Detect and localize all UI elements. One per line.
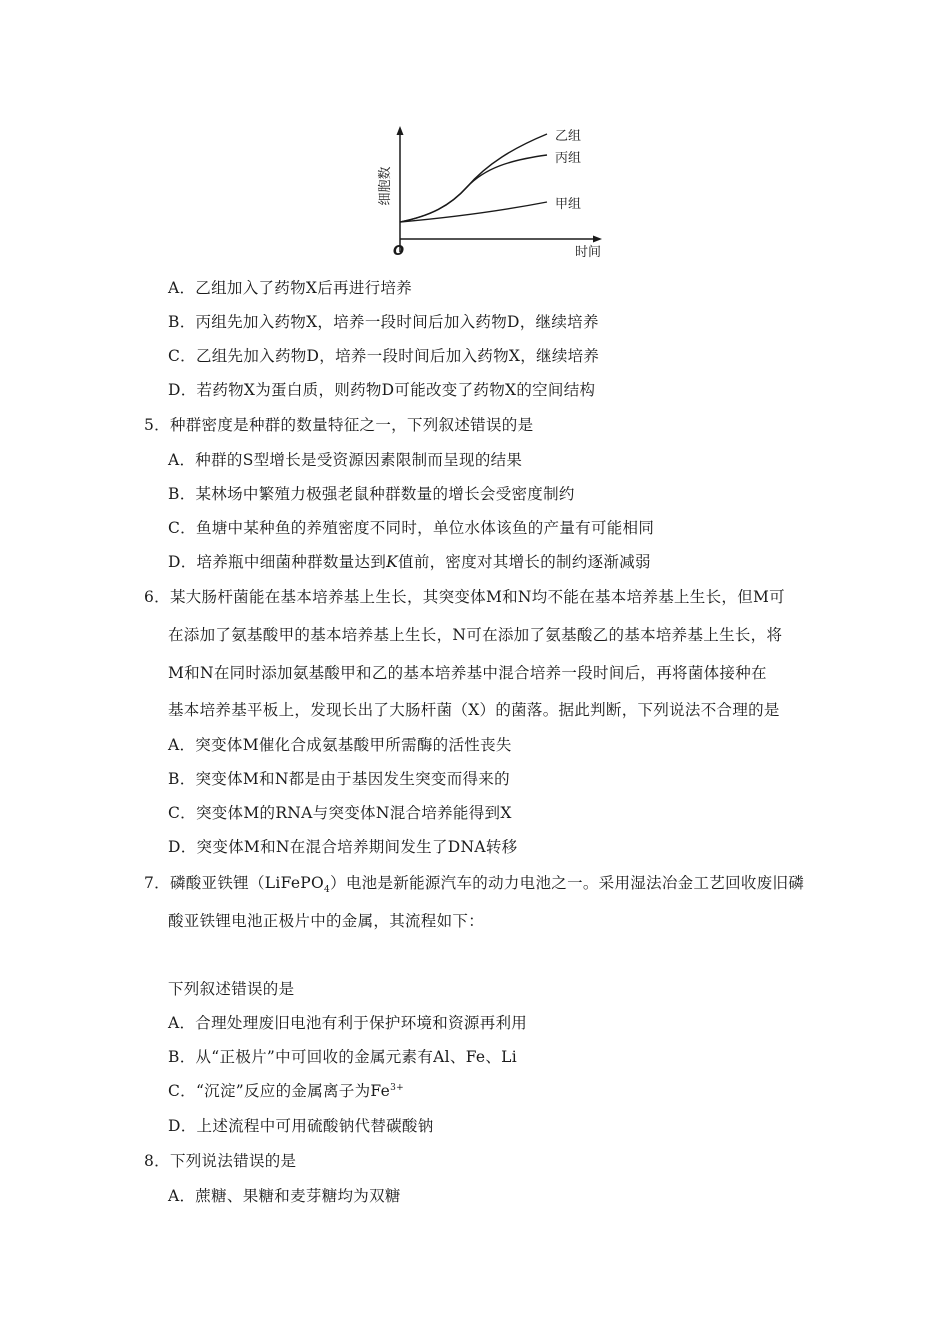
x-axis-label: 时间 [575, 245, 602, 260]
q7-option-b: B．从“正极片”中可回收的金属元素有Al、Fe、Li [168, 1048, 518, 1066]
q8-option-a: A．蔗糖、果糖和麦芽糖均为双糖 [168, 1187, 401, 1205]
q6-stem-line-2: 在添加了氨基酸甲的基本培养基上生长，N可在添加了氨基酸乙的基本培养基上生长，将 [168, 626, 783, 644]
origin-label: O [393, 244, 405, 259]
q7-option-d: D．上述流程中可用硫酸钠代替碳酸钠 [168, 1117, 434, 1135]
q7-stem-line-2: 酸亚铁锂电池正极片中的金属，其流程如下： [168, 912, 485, 930]
q6-option-b: B．突变体M和N都是由于基因发生突变而得来的 [168, 770, 510, 788]
series-label-jia: 甲组 [555, 197, 582, 212]
q7-option-c [168, 1081, 404, 1101]
q7-stem-line-1 [144, 873, 805, 896]
q5-stem: 5．种群密度是种群的数量特征之一，下列叙述错误的是 [144, 416, 534, 434]
q5-option-d [168, 552, 651, 572]
q6-option-c: C．突变体M的RNA与突变体N混合培养能得到X [168, 804, 512, 822]
q4-option-d: D．若药物X为蛋白质，则药物D可能改变了药物X的空间结构 [168, 381, 596, 399]
q6-stem-line-4: 基本培养基平板上，发现长出了大肠杆菌（X）的菌落。据此判断，下列说法不合理的是 [168, 701, 780, 719]
q5-option-d-pre: D．培养瓶中细菌种群数量达到 [168, 553, 387, 571]
q7-option-a: A．合理处理废旧电池有利于保护环境和资源再利用 [168, 1014, 528, 1032]
q4-option-b: B．丙组先加入药物X，培养一段时间后加入药物D，继续培养 [168, 313, 599, 331]
q7-option-c-text: C．“沉淀”反应的金属离子为Fe [168, 1082, 391, 1100]
q6-stem-line-3: M和N在同时添加氨基酸甲和乙的基本培养基中混合培养一段时间后，再将菌体接种在 [168, 664, 767, 682]
growth-curve-figure [375, 122, 615, 262]
q6-option-a: A．突变体M催化合成氨基酸甲所需酶的活性丧失 [168, 736, 512, 754]
growth-curve-chart [375, 122, 615, 262]
q7-option-c-sup: 3+ [390, 1082, 404, 1093]
series-line-bing [400, 155, 547, 222]
q7-stem-post: ）电池是新能源汽车的动力电池之一。采用湿法冶金工艺回收废旧磷 [330, 874, 805, 892]
q7-stem-sub: 4 [324, 885, 331, 896]
q4-option-a: A．乙组加入了药物X后再进行培养 [168, 279, 413, 297]
y-axis-label: 细胞数 [378, 166, 393, 206]
q6-option-d: D．突变体M和N在混合培养期间发生了DNA转移 [168, 838, 518, 856]
q5-option-b: B．某林场中繁殖力极强老鼠种群数量的增长会受密度制约 [168, 485, 575, 503]
q4-option-c: C．乙组先加入药物D，培养一段时间后加入药物X，继续培养 [168, 347, 600, 365]
q7-stem-line-3: 下列叙述错误的是 [168, 980, 295, 998]
series-label-yi: 乙组 [555, 129, 582, 144]
q6-stem-line-1: 6．某大肠杆菌能在基本培养基上生长，其突变体M和N均不能在基本培养基上生长，但M可 [144, 588, 785, 606]
q5-option-a: A．种群的S型增长是受资源因素限制而呈现的结果 [168, 451, 523, 469]
q5-option-d-k: K [386, 553, 399, 571]
q7-stem-pre: 7．磷酸亚铁锂（LiFePO [144, 874, 325, 892]
q5-option-c: C．鱼塘中某种鱼的养殖密度不同时，单位水体该鱼的产量有可能相同 [168, 519, 655, 537]
q5-option-d-post: 值前，密度对其增长的制约逐渐减弱 [398, 553, 651, 571]
series-line-yi [400, 134, 547, 222]
series-label-bing: 丙组 [555, 151, 582, 166]
x-axis-arrow [593, 236, 602, 243]
y-axis-arrow [397, 126, 404, 135]
series-line-jia [400, 202, 547, 222]
q8-stem: 8．下列说法错误的是 [144, 1152, 297, 1170]
